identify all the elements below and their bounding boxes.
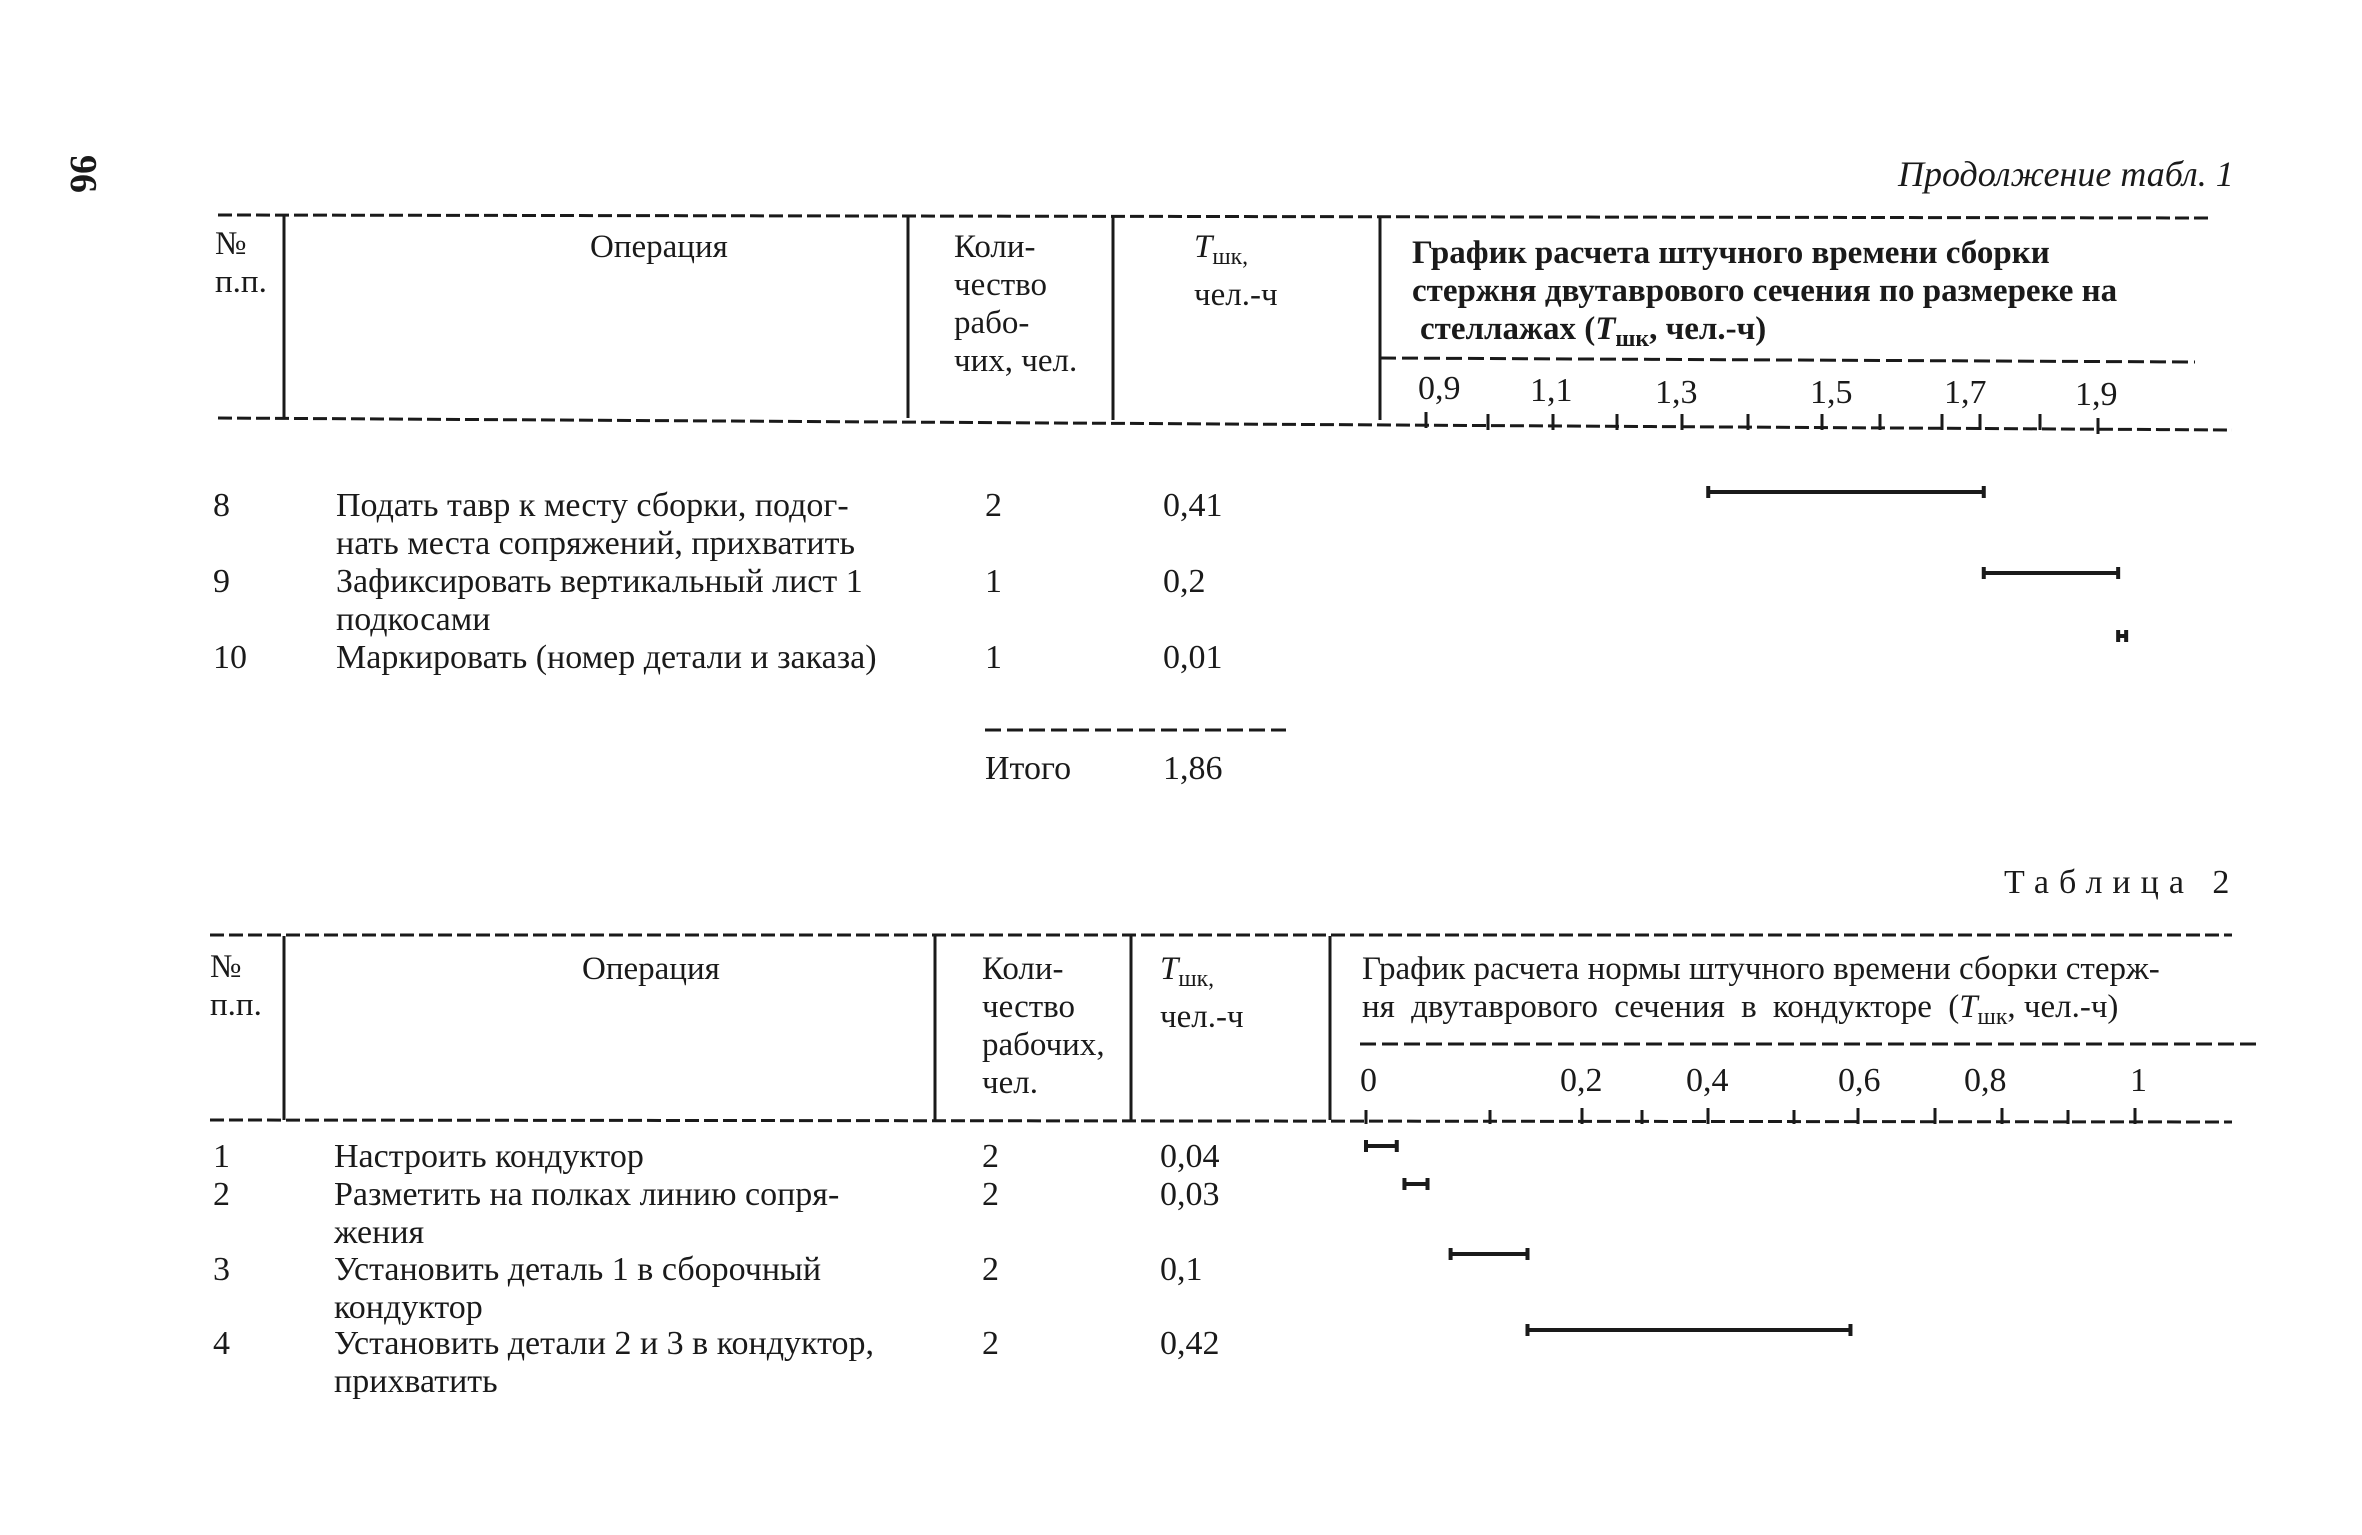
t1-header-num: № п.п. [215,226,267,300]
gantt-bar-2-4 [1527,1324,1850,1336]
t2-row-time: 0,03 [1160,1176,1220,1213]
gantt-bar-2-1 [1366,1140,1397,1152]
t2-tick-label: 0,2 [1560,1062,1603,1099]
t1-header-workers: Коли- чество рабо- чих, чел. [954,229,1078,379]
t2-row-num: 1 [213,1138,230,1175]
t2-chart-title: График расчета нормы штучного времени сборки стерж- ня двутаврового сечения в кондукторе ($T_{шк}$, чел.-ч) [1362,951,2160,1031]
t2-tick-label: 1 [2130,1062,2147,1099]
t1-header-time: $T_{шк,}$ чел.-ч [1194,229,1278,314]
t2-row-operation: Настроить кондуктор [334,1138,644,1175]
t2-row-time: 0,1 [1160,1251,1203,1288]
t1-total-label: Итого [985,750,1072,787]
t2-row-workers: 2 [982,1325,999,1362]
t2-row-workers: 2 [982,1251,999,1288]
t2-row-operation: Установить деталь 1 в сборочный кондуктор [334,1251,822,1326]
page-number: 96 [62,155,104,193]
t2-tick-label: 0,4 [1686,1062,1729,1099]
t1-row-operation: Маркировать (номер детали и заказа) [336,639,877,676]
gantt-bar-2-3 [1451,1248,1528,1260]
t1-row-workers: 1 [985,639,1002,676]
t1-tick-label: 0,9 [1418,370,1461,407]
t1-row-num: 8 [213,487,230,524]
t1-chart-title: График расчета штучного времени сборки стержня двутаврового сечения по размереке на стеллажах ($T_{шк}$, чел.-ч) [1412,235,2118,353]
gantt-bar-1-9 [1984,567,2118,579]
t1-row-num: 10 [213,639,247,676]
t2-header-operation: Операция [582,951,720,987]
t1-row-time: 0,41 [1163,487,1223,524]
t1-total-value: 1,86 [1163,750,1223,787]
t2-header-workers: Коли- чество рабочих, чел. [982,951,1105,1101]
t1-tick-label: 1,3 [1655,374,1698,411]
t1-row-operation: Зафиксировать вертикальный лист 1 подкосами [336,563,863,638]
t2-row-time: 0,04 [1160,1138,1220,1175]
t2-row-workers: 2 [982,1176,999,1213]
t2-tick-label: 0 [1360,1062,1377,1099]
t2-tick-label: 0,8 [1964,1062,2007,1099]
t1-row-workers: 2 [985,487,1002,524]
t2-row-operation: Установить детали 2 и 3 в кондуктор, прихватить [334,1325,874,1400]
t1-row-num: 9 [213,563,230,600]
t1-row-time: 0,2 [1163,563,1206,600]
t2-caption: Таблица 2 [2004,864,2240,901]
t2-row-workers: 2 [982,1138,999,1175]
t1-row-workers: 1 [985,563,1002,600]
continuation-caption: Продолжение табл. 1 [1898,154,2234,194]
t2-row-operation: Разметить на полках линию сопря- жения [334,1176,840,1251]
t2-tick-label: 0,6 [1838,1062,1881,1099]
t1-row-time: 0,01 [1163,639,1223,676]
t1-tick-label: 1,1 [1530,372,1573,409]
gantt-bar-1-10 [2118,630,2126,642]
t1-tick-label: 1,7 [1944,374,1987,411]
t2-row-time: 0,42 [1160,1325,1220,1362]
gantt-bar-2-2 [1404,1178,1427,1190]
t1-tick-label: 1,9 [2075,376,2118,413]
t2-row-num: 3 [213,1251,230,1288]
t1-tick-label: 1,5 [1810,374,1853,411]
t2-header-num: № п.п. [210,949,262,1023]
t1-header-operation: Операция [590,229,728,265]
t1-row-operation: Подать тавр к месту сборки, подог- нать места сопряжений, прихватить [336,487,855,562]
gantt-bar-1-8 [1708,486,1984,498]
t2-row-num: 2 [213,1176,230,1213]
t2-header-time: $T_{шк,}$ чел.-ч [1160,951,1244,1036]
t2-row-num: 4 [213,1325,230,1362]
